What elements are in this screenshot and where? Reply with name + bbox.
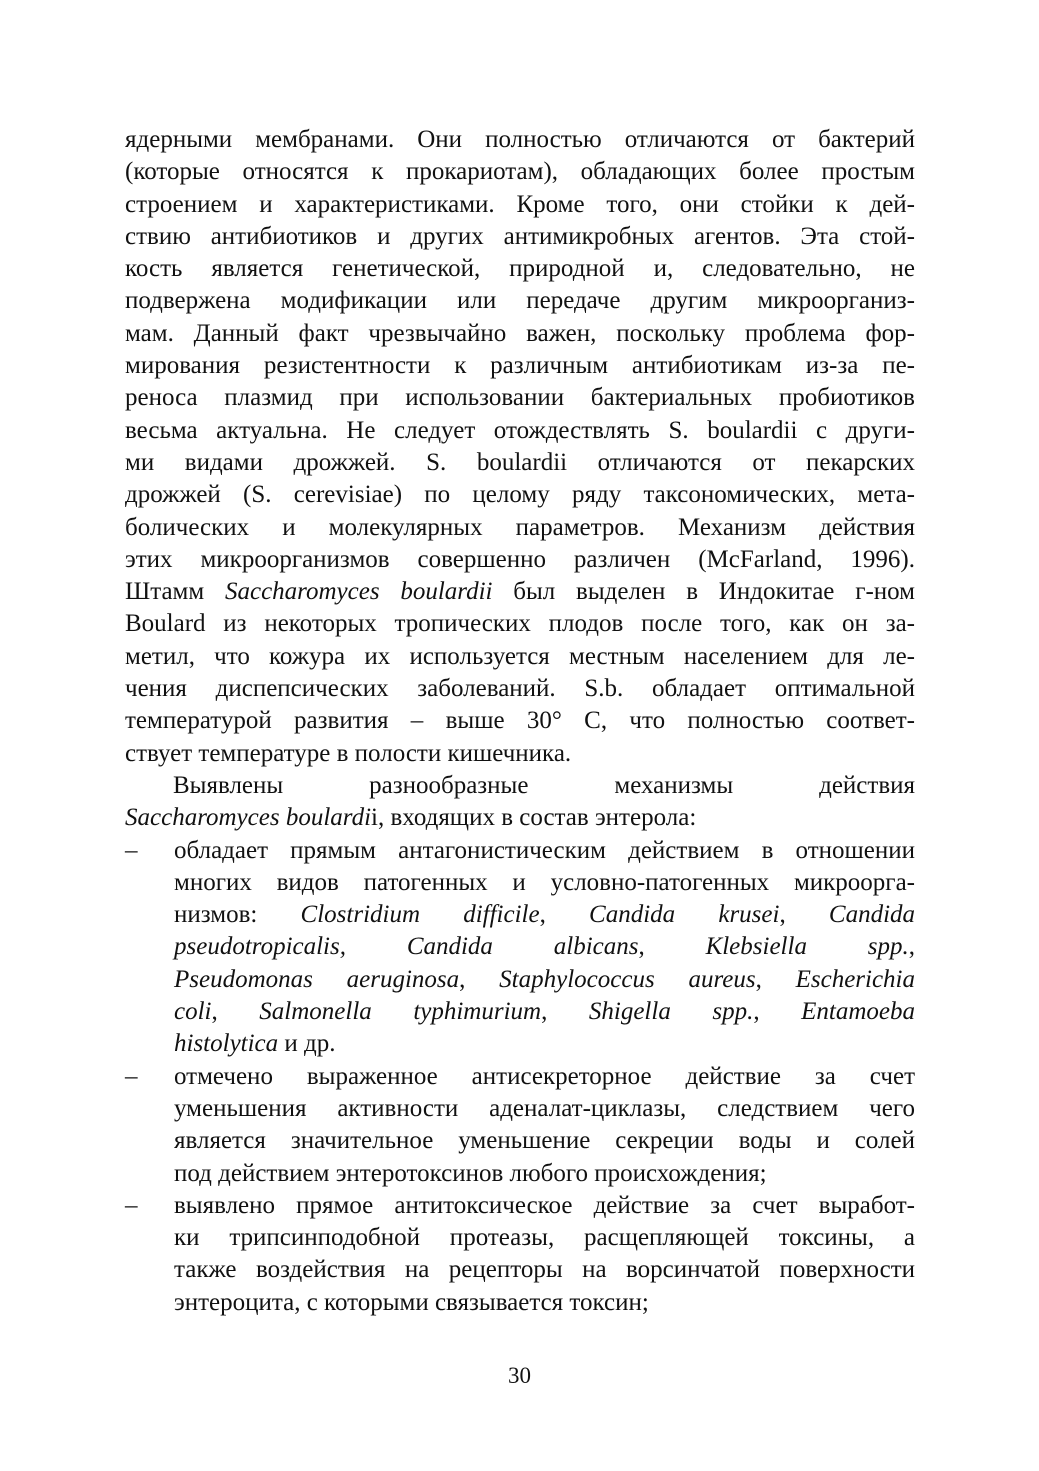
text-line: дрожжей (S. cerevisiae) по целому ряду таксономических, мета- bbox=[125, 481, 915, 509]
text-line bbox=[174, 964, 915, 996]
species-name: pseudotropicalis, Candida albicans bbox=[174, 933, 639, 961]
dash-bullet: – bbox=[125, 1191, 138, 1219]
text-line: под действием энтеротоксинов любого происхождения; bbox=[174, 1159, 767, 1187]
species-name: Saccharomyces boulardi bbox=[125, 804, 372, 832]
text-line: болических и молекулярных параметров. Механизм действия bbox=[125, 513, 915, 541]
dash-bullet: – bbox=[125, 1062, 138, 1090]
text-line bbox=[125, 802, 915, 834]
text-fragment: был выделен в Индокитае г-ном bbox=[492, 578, 915, 606]
text-line: ядерными мембранами. Они полностью отличаются от бактерий bbox=[125, 126, 915, 153]
species-name: Candida krusei bbox=[589, 901, 780, 929]
text-line bbox=[174, 931, 915, 963]
species-name: Salmonella typhimurium bbox=[259, 998, 542, 1026]
text-fragment: низмов: bbox=[174, 901, 301, 929]
dash-bullet: – bbox=[125, 836, 138, 864]
page-number: 30 bbox=[508, 1363, 531, 1388]
species-name: Staphylococcus aureus bbox=[499, 965, 756, 993]
species-name: Escherichia bbox=[795, 965, 916, 993]
text-line: метил, что кожура их используется местным населением для ле- bbox=[125, 642, 915, 670]
mechanisms-list bbox=[125, 835, 915, 1319]
text-line: кость является генетической, природной и, следовательно, не bbox=[125, 255, 915, 283]
text-line: является значительное уменьшение секреции воды и солей bbox=[174, 1127, 915, 1155]
text-fragment: , bbox=[541, 998, 589, 1026]
species-name: Saccharomyces boulardii bbox=[224, 578, 493, 606]
text-line: мам. Данный факт чрезвычайно важен, поскольку проблема фор- bbox=[125, 319, 915, 347]
text-line: выявлено прямое антитоксическое действие за счет выработ- bbox=[174, 1191, 915, 1219]
page-body bbox=[125, 124, 915, 1319]
paragraph-mechanisms-heading bbox=[125, 770, 915, 835]
text-fragment: , bbox=[539, 901, 590, 929]
species-name: Klebsiella spp. bbox=[705, 933, 909, 961]
text-fragment: i, входящих в состав энтерола: bbox=[371, 804, 697, 832]
text-line: реноса плазмид при использовании бактериальных пробиотиков bbox=[125, 384, 915, 412]
text-fragment: , bbox=[779, 901, 829, 929]
species-name: Clostridium difficile bbox=[300, 901, 540, 929]
text-line: чения диспепсических заболеваний. S.b. обладает оптимальной bbox=[125, 675, 915, 703]
text-line: Boulard из некоторых тропических плодов после того, как он за- bbox=[125, 610, 915, 638]
text-line: подвержена модификации или передаче другим микроорганиз- bbox=[125, 287, 915, 315]
text-line: энтероцита, с которыми связывается токсин; bbox=[174, 1288, 649, 1316]
text-line: ми видами дрожжей. S. boulardii отличаются от пекарских bbox=[125, 448, 915, 476]
text-fragment: и др. bbox=[278, 1030, 336, 1058]
list-item bbox=[125, 835, 915, 1061]
species-name: coli bbox=[174, 998, 212, 1026]
text-line: (которые относятся к прокариотам), обладающих более простым bbox=[125, 158, 915, 186]
text-line: температурой развития – выше 30° С, что полностью соответ- bbox=[125, 707, 915, 735]
species-name: histolytica bbox=[174, 1030, 279, 1058]
text-fragment: , bbox=[459, 965, 500, 993]
list-item bbox=[125, 1190, 915, 1319]
text-line: этих микроорганизмов совершенно различен (McFarland, 1996). bbox=[125, 545, 915, 573]
text-line: отмечено выраженное антисекреторное действие за счет bbox=[174, 1062, 915, 1090]
text-fragment: , bbox=[211, 998, 260, 1026]
text-line: уменьшения активности аденалат-циклазы, следствием чего bbox=[174, 1094, 915, 1122]
species-name: Candida bbox=[828, 901, 916, 929]
text-line bbox=[174, 996, 915, 1028]
text-line: строением и характеристиками. Кроме того, они стойки к дей- bbox=[125, 190, 915, 218]
species-name: Shigella spp. bbox=[588, 998, 754, 1026]
species-name: Pseudomonas aeruginosa bbox=[174, 965, 460, 993]
text-fragment: , bbox=[755, 965, 796, 993]
text-line: ствию антибиотиков и других антимикробных агентов. Эта стой- bbox=[125, 222, 915, 250]
text-fragment: Штамм bbox=[125, 578, 225, 606]
text-line: ки трипсинподобной протеазы, расщепляющей токсины, а bbox=[174, 1224, 915, 1252]
text-fragment: , bbox=[638, 933, 706, 961]
species-name: Entamoeba bbox=[801, 998, 916, 1026]
text-line: мирования резистентности к различным антибиотикам из-за пе- bbox=[125, 352, 915, 380]
text-line: обладает прямым антагонистическим действием в отношении bbox=[174, 836, 915, 864]
text-fragment: , bbox=[908, 933, 915, 961]
list-item bbox=[125, 1061, 915, 1190]
text-line: ствует температуре в полости кишечника. bbox=[125, 739, 572, 767]
text-line: многих видов патогенных и условно-патогенных микроорга- bbox=[174, 868, 915, 896]
paragraph-mechanism-intro bbox=[125, 124, 915, 770]
text-line: Выявлены разнообразные механизмы действия bbox=[173, 771, 915, 799]
text-line bbox=[125, 576, 915, 608]
text-fragment: , bbox=[753, 998, 802, 1026]
text-line bbox=[174, 1028, 915, 1060]
text-line bbox=[174, 899, 915, 931]
text-line: весьма актуальна. Не следует отождествлять S. boulardii с други- bbox=[125, 416, 915, 444]
text-line: также воздействия на рецепторы на ворсинчатой поверхности bbox=[174, 1256, 915, 1284]
